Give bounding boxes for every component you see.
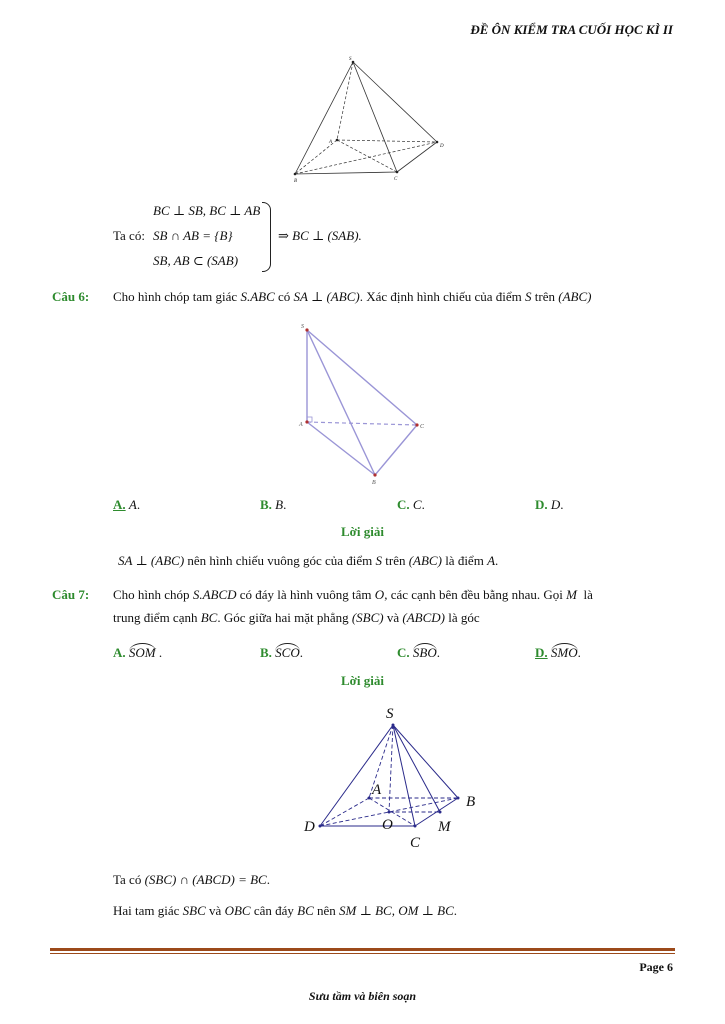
- figure-tetrahedron-sabc: [295, 320, 435, 490]
- q7-question-line1: Cho hình chóp S.ABCD có đáy là hình vuông tâm O, các cạnh bên đều bằng nhau. Gọi M là: [113, 587, 593, 602]
- q7-solution-line1: Ta có (SBC) ∩ (ABCD) = BC.: [113, 872, 270, 887]
- q7-option-a[interactable]: A. SOM .: [113, 645, 163, 660]
- fig2-label-c: C: [420, 424, 425, 430]
- fig3-label-b: B: [466, 794, 476, 810]
- figure-pyramid-sabcd: [285, 52, 455, 187]
- q7-option-b[interactable]: B. SCO.: [260, 645, 303, 660]
- q6-label: Câu 6:: [52, 289, 90, 304]
- q6-solution-text: SA ⊥ (ABC) nên hình chiếu vuông góc của điểm S trên (ABC) là điểm A.: [118, 553, 499, 568]
- fig1-label-b: B: [294, 179, 298, 184]
- q6-option-d[interactable]: D. D.: [535, 497, 564, 512]
- fig2-label-a: A: [299, 422, 303, 428]
- fig1-label-s: S: [349, 57, 352, 62]
- q7-question-line2: trung điểm cạnh BC. Góc giữa hai mặt phẳng (SBC) và (ABCD) là góc: [113, 610, 480, 625]
- fig1-label-a: A: [329, 140, 333, 145]
- q7-option-d[interactable]: D. SMO.: [535, 645, 581, 660]
- footer-divider-thick: [50, 948, 675, 951]
- fig1-label-d: D: [440, 144, 444, 149]
- q6-question: Cho hình chóp tam giác S.ABC có SA ⊥ (ABC). Xác định hình chiếu của điểm S trên (ABC): [113, 289, 592, 304]
- footer-divider-thin: [50, 953, 675, 954]
- fig3-label-c: C: [410, 835, 421, 851]
- proof-line-3: SB, AB ⊂ (SAB): [153, 253, 239, 268]
- fig3-label-s: S: [386, 706, 394, 722]
- q6-solution-title: Lời giải: [341, 524, 384, 539]
- fig3-label-d: D: [304, 819, 315, 835]
- proof-brace: [262, 202, 271, 272]
- fig2-label-s: S: [301, 324, 304, 330]
- proof-line-2: SB ∩ AB = {B}: [153, 228, 233, 243]
- proof-intro: Ta có:: [113, 228, 145, 243]
- q6-option-c[interactable]: C. C.: [397, 497, 425, 512]
- proof-line-1: BC ⊥ SB, BC ⊥ AB: [153, 203, 261, 218]
- fig2-label-b: B: [372, 480, 376, 486]
- q6-option-b[interactable]: B. B.: [260, 497, 287, 512]
- proof-conclusion: ⇒ BC ⊥ (SAB).: [278, 228, 362, 243]
- q6-option-a[interactable]: A. A.: [113, 497, 141, 512]
- fig3-label-o: O: [382, 817, 393, 833]
- page-number: Page 6: [639, 960, 673, 974]
- figure-square-pyramid: [300, 700, 490, 855]
- q7-option-c[interactable]: C. SBO.: [397, 645, 440, 660]
- page-header-title: ĐỀ ÔN KIỂM TRA CUỐI HỌC KÌ II: [470, 22, 673, 37]
- fig3-label-m: M: [438, 819, 451, 835]
- footer-note: Sưu tầm và biên soạn: [308, 989, 417, 1003]
- fig3-label-a: A: [372, 782, 382, 798]
- q7-solution-line2: Hai tam giác SBC và OBC cân đáy BC nên SM ⊥ BC, OM ⊥ BC.: [113, 903, 458, 918]
- q7-label: Câu 7:: [52, 587, 90, 602]
- q7-solution-title: Lời giải: [341, 673, 384, 688]
- fig1-label-c: C: [394, 177, 398, 182]
